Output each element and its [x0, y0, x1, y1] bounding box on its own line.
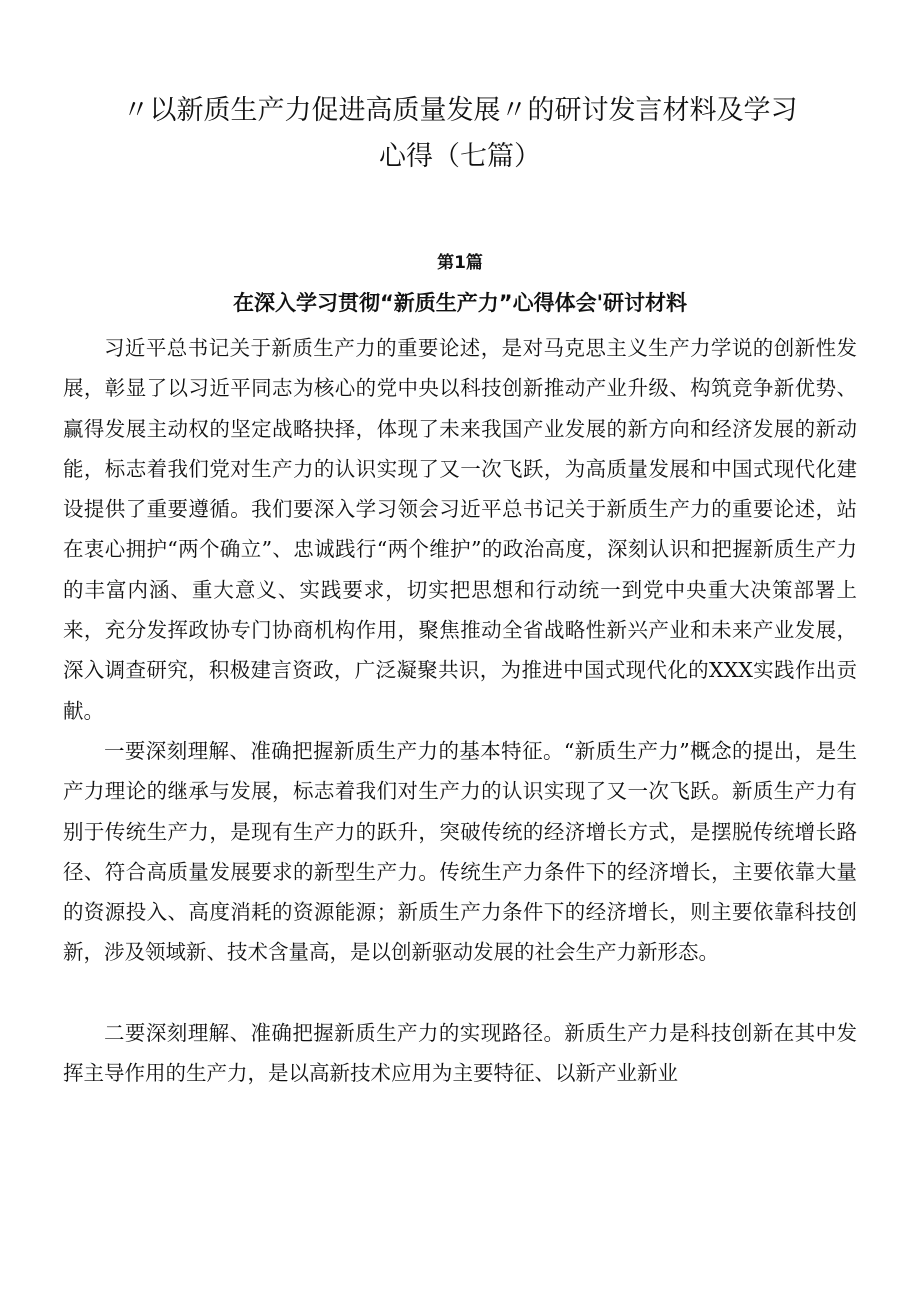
body-paragraph-3: 二要深刻理解、准确把握新质生产力的实现路径。新质生产力是科技创新在其中发挥主导作用的生产力，是以高新技术应用为主要特征、以新产业新业	[63, 1020, 857, 1086]
body-paragraph-1: 习近平总书记关于新质生产力的重要论述，是对马克思主义生产力学说的创新性发展，彰显了以习近平同志为核心的党中央以科技创新推动产业升级、构筑竞争新优势、赢得发展主动权的坚定战略抉择，体现了未来我国产业发展的新方向和经济发展的新动能，标志着我们党对生产力的认识实现了又一次飞跃，为高质量发展和中国式现代化建设提供了重要遵循。我们要深入学习领会习近平总书记关于新质生产力的重要论述，站在衷心拥护“两个确立”、忠诚践行“两个维护”的政治高度，深刻认识和把握新质生产力的丰富内涵、重大意义、实践要求，切实把思想和行动统一到党中央重大决策部署上来，充分发挥政协专门协商机构作用，聚焦推动全省战略性新兴产业和未来产业发展，深入调查研究，积极建言资政，广泛凝聚共识，为推进中国式现代化的XXX实践作出贡献。	[63, 336, 857, 723]
section-title: 在深入学习贯彻“新质生产力”心得体会'研讨材料	[232, 291, 688, 315]
section-number: 第1篇	[437, 253, 483, 273]
document-body	[63, 328, 857, 1093]
body-paragraph-2: 一要深刻理解、准确把握新质生产力的基本特征。“新质生产力”概念的提出，是生产力理论的继承与发展，标志着我们对生产力的认识实现了又一次飞跃。新质生产力有别于传统生产力，是现有生产力的跃升，突破传统的经济增长方式，是摆脱传统增长路径、符合高质量发展要求的新型生产力。传统生产力条件下的经济增长，主要依靠大量的资源投入、高度消耗的资源能源；新质生产力条件下的经济增长，则主要依靠科技创新，涉及领域新、技术含量高，是以创新驱动发展的社会生产力新形态。	[63, 738, 857, 965]
document-title-line-2: 心得（七篇）	[379, 141, 541, 172]
document-title	[60, 88, 860, 180]
document-title-line-1: 〃以新质生产力促进高质量发展〃的研讨发言材料及学习	[122, 95, 798, 126]
